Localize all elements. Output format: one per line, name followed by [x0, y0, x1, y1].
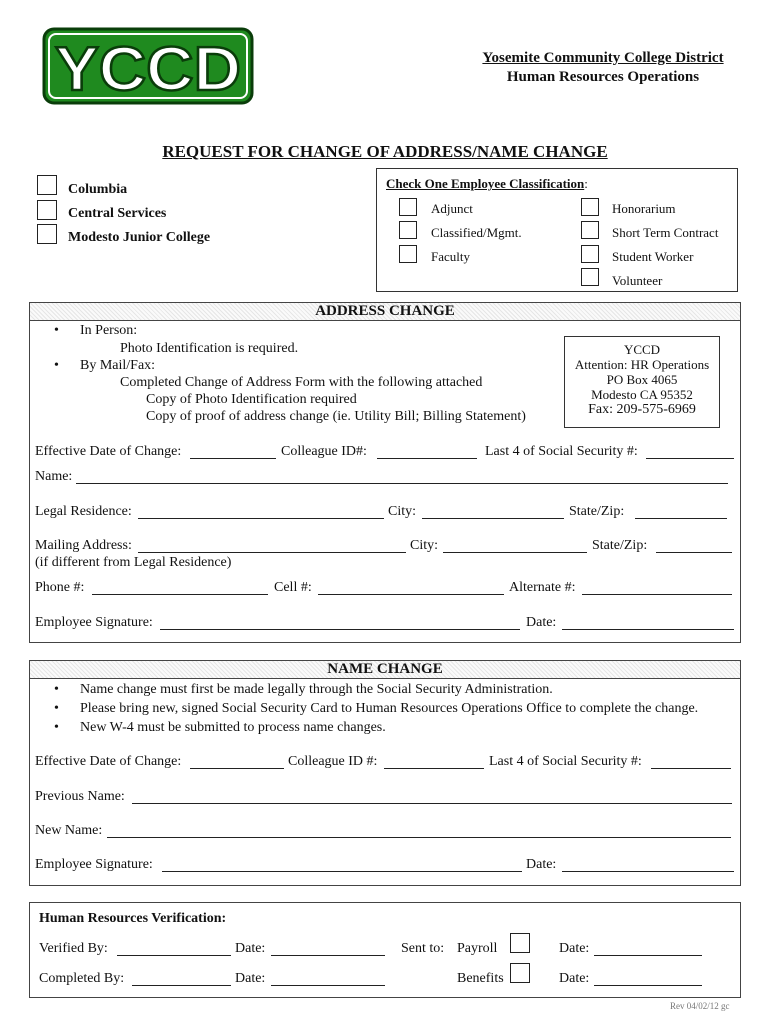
payroll-date-label: Date:: [559, 941, 590, 956]
nc-new-field[interactable]: [107, 837, 731, 838]
copy-photo-id: Copy of Photo Identification required: [146, 392, 357, 407]
ac-legal-label: Legal Residence:: [35, 504, 132, 519]
ac-legal-city-label: City:: [388, 504, 417, 519]
verified-date-label: Date:: [235, 941, 266, 956]
ac-date-label: Date:: [526, 615, 557, 630]
mail-to-line3: PO Box 4065: [606, 372, 678, 387]
ac-effective-label: Effective Date of Change:: [35, 444, 182, 459]
ac-ssn-field[interactable]: [646, 458, 734, 459]
columbia-label: Columbia: [68, 182, 128, 197]
central-services-checkbox[interactable]: [37, 200, 57, 220]
verified-date-field[interactable]: [271, 955, 385, 956]
form-title: REQUEST FOR CHANGE OF ADDRESS/NAME CHANGE: [162, 142, 608, 161]
org-name: Yosemite Community College District: [482, 50, 724, 66]
completed-date-field[interactable]: [271, 985, 385, 986]
mail-to-fax: Fax: 209-575-6969: [588, 402, 696, 417]
benefits-date-field[interactable]: [594, 985, 702, 986]
classified-label: Classified/Mgmt.: [431, 225, 522, 240]
columbia-checkbox[interactable]: [37, 175, 57, 195]
nc-bullet-1: • Name change must first be made legally through the Social Security Administration.: [80, 682, 553, 698]
honorarium-checkbox[interactable]: [581, 198, 599, 216]
nc-ssn-field[interactable]: [651, 768, 731, 769]
student-worker-label: Student Worker: [612, 249, 694, 264]
payroll-checkbox[interactable]: [510, 933, 530, 953]
nc-effective-label: Effective Date of Change:: [35, 754, 182, 769]
ac-mailing-city-label: City:: [410, 538, 439, 553]
faculty-label: Faculty: [431, 249, 470, 264]
nc-bullet-3: • New W-4 must be submitted to process name changes.: [80, 720, 386, 736]
benefits-date-label: Date:: [559, 971, 590, 986]
honorarium-label: Honorarium: [612, 201, 676, 216]
ac-mailing-city-field[interactable]: [443, 552, 587, 553]
nc-signature-field[interactable]: [162, 871, 522, 872]
ac-colleague-field[interactable]: [377, 458, 477, 459]
classification-heading: [386, 176, 588, 192]
verified-by-field[interactable]: [117, 955, 231, 956]
mjc-checkbox[interactable]: [37, 224, 57, 244]
ac-phone-label: Phone #:: [35, 580, 85, 595]
ac-name-label: Name:: [35, 469, 73, 484]
mail-to-line2: Attention: HR Operations: [574, 357, 710, 372]
faculty-checkbox[interactable]: [399, 245, 417, 263]
copy-proof-address: Copy of proof of address change (ie. Utility Bill; Billing Statement): [146, 409, 526, 424]
payroll-date-field[interactable]: [594, 955, 702, 956]
nc-signature-label: Employee Signature:: [35, 857, 153, 872]
verified-by-label: Verified By:: [39, 941, 108, 956]
sent-to-label: Sent to:: [401, 941, 445, 956]
ac-cell-field[interactable]: [318, 594, 504, 595]
mail-to-line4: Modesto CA 95352: [591, 387, 693, 402]
nc-date-label: Date:: [526, 857, 557, 872]
ycdd-logo: [42, 27, 254, 105]
nc-previous-label: Previous Name:: [35, 789, 125, 804]
adjunct-label: Adjunct: [431, 201, 473, 216]
svg-text:YCCD: YCCD: [55, 35, 241, 104]
adjunct-checkbox[interactable]: [399, 198, 417, 216]
ac-mailing-note: (if different from Legal Residence): [35, 555, 232, 570]
nc-ssn-label: Last 4 of Social Security #:: [489, 754, 642, 769]
ac-signature-label: Employee Signature:: [35, 615, 153, 630]
ac-mailing-label: Mailing Address:: [35, 538, 132, 553]
benefits-label: Benefits: [457, 971, 504, 986]
nc-colleague-field[interactable]: [384, 768, 484, 769]
mail-to-line1: YCCD: [623, 342, 661, 357]
ac-cell-label: Cell #:: [274, 580, 312, 595]
ac-ssn-label: Last 4 of Social Security #:: [485, 444, 638, 459]
classification-heading-text: Check One Employee Classification: [386, 176, 585, 191]
central-services-label: Central Services: [68, 206, 167, 221]
short-term-checkbox[interactable]: [581, 221, 599, 239]
revision-note: Rev 04/02/12 gc: [670, 1001, 730, 1011]
nc-effective-field[interactable]: [190, 768, 284, 769]
completed-by-field[interactable]: [132, 985, 231, 986]
dept-name: Human Resources Operations: [506, 69, 700, 85]
ac-colleague-label: Colleague ID#:: [281, 444, 367, 459]
mail-note: Completed Change of Address Form with the following attached: [120, 375, 483, 390]
by-mail-item: • By Mail/Fax:: [80, 358, 155, 374]
ac-name-field[interactable]: [76, 483, 728, 484]
ac-effective-field[interactable]: [190, 458, 276, 459]
mail-to-box: [564, 336, 720, 428]
hr-verification-heading: Human Resources Verification:: [39, 911, 227, 926]
nc-new-label: New Name:: [35, 823, 103, 838]
name-change-heading: NAME CHANGE: [29, 660, 741, 679]
volunteer-label: Volunteer: [612, 273, 663, 288]
ac-mailing-statezip-label: State/Zip:: [592, 538, 648, 553]
short-term-label: Short Term Contract: [612, 225, 719, 240]
classified-checkbox[interactable]: [399, 221, 417, 239]
mjc-label: Modesto Junior College: [68, 230, 211, 245]
in-person-item: • In Person:: [80, 323, 137, 339]
nc-bullet-2: • Please bring new, signed Social Security Card to Human Resources Operations Office to complete the change.: [80, 701, 698, 717]
ac-legal-statezip-field[interactable]: [635, 518, 727, 519]
ac-legal-city-field[interactable]: [422, 518, 564, 519]
in-person-note: Photo Identification is required.: [120, 341, 299, 356]
ac-alternate-label: Alternate #:: [509, 580, 576, 595]
ac-alternate-field[interactable]: [582, 594, 732, 595]
volunteer-checkbox[interactable]: [581, 268, 599, 286]
nc-previous-field[interactable]: [132, 803, 732, 804]
student-worker-checkbox[interactable]: [581, 245, 599, 263]
ac-legal-statezip-label: State/Zip:: [569, 504, 625, 519]
nc-colleague-label: Colleague ID #:: [288, 754, 378, 769]
logo-graphic: [42, 27, 254, 105]
ac-phone-field[interactable]: [92, 594, 268, 595]
benefits-checkbox[interactable]: [510, 963, 530, 983]
ac-mailing-statezip-field[interactable]: [656, 552, 732, 553]
nc-date-field[interactable]: [562, 871, 734, 872]
payroll-label: Payroll: [457, 941, 498, 956]
ac-mailing-field[interactable]: [138, 552, 406, 553]
address-change-heading: ADDRESS CHANGE: [29, 302, 741, 321]
completed-by-label: Completed By:: [39, 971, 125, 986]
ac-date-field[interactable]: [562, 629, 734, 630]
completed-date-label: Date:: [235, 971, 266, 986]
classification-heading-colon: :: [584, 176, 588, 191]
ac-signature-field[interactable]: [160, 629, 520, 630]
ac-legal-field[interactable]: [138, 518, 384, 519]
